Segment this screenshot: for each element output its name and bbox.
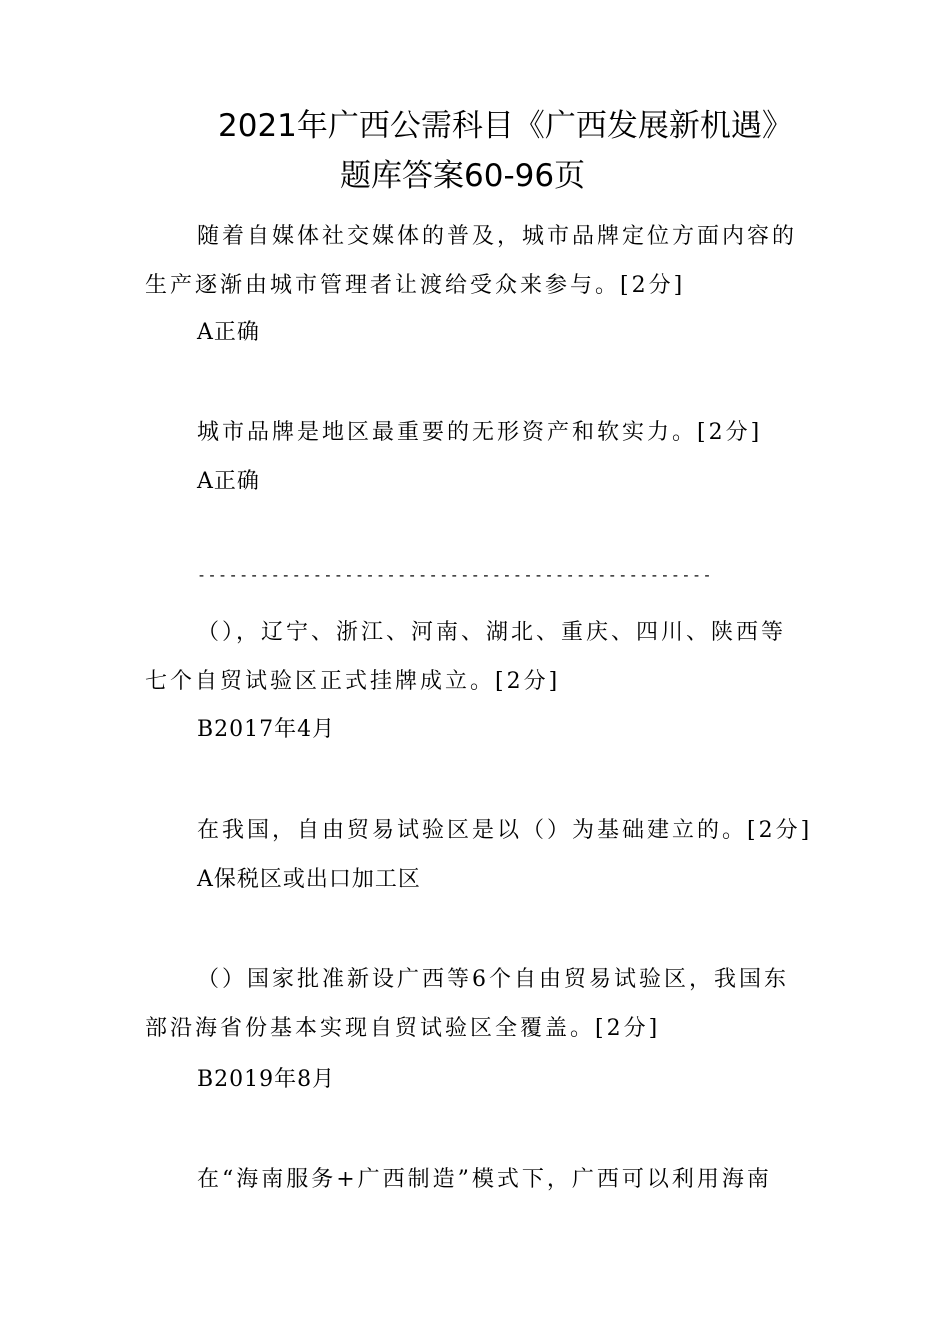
answer-2: A正确 (197, 469, 260, 494)
question-6-line-1: 在“海南服务+广西制造”模式下，广西可以利用海南 (197, 1167, 772, 1192)
question-3-line-2: 七个自贸试验区正式挂牌成立。[2分] (145, 669, 561, 694)
question-1-line-2: 生产逐渐由城市管理者让渡给受众来参与。[2分] (145, 273, 686, 298)
answer-4: A保税区或出口加工区 (197, 867, 421, 892)
question-2-line-1: 城市品牌是地区最重要的无形资产和软实力。[2分] (197, 420, 763, 445)
answer-5: B2019年8月 (197, 1067, 336, 1092)
section-divider: ------------------------------------------------- (197, 566, 714, 584)
document-title-line-1: 2021年广西公需科目《广西发展新机遇》 (218, 108, 793, 144)
answer-3: B2017年4月 (197, 717, 336, 742)
question-1-line-1: 随着自媒体社交媒体的普及，城市品牌定位方面内容的 (197, 224, 798, 249)
question-5-line-2: 部沿海省份基本实现自贸试验区全覆盖。[2分] (145, 1016, 661, 1041)
question-3-line-1: （），辽宁、浙江、河南、湖北、重庆、四川、陕西等 (197, 620, 787, 645)
document-title-line-2: 题库答案60-96页 (340, 158, 586, 194)
question-5-line-1: （）国家批准新设广西等6个自由贸易试验区，我国东 (197, 967, 789, 992)
answer-1: A正确 (197, 320, 260, 345)
question-4-line-1: 在我国，自由贸易试验区是以（）为基础建立的。[2分] (197, 818, 813, 843)
